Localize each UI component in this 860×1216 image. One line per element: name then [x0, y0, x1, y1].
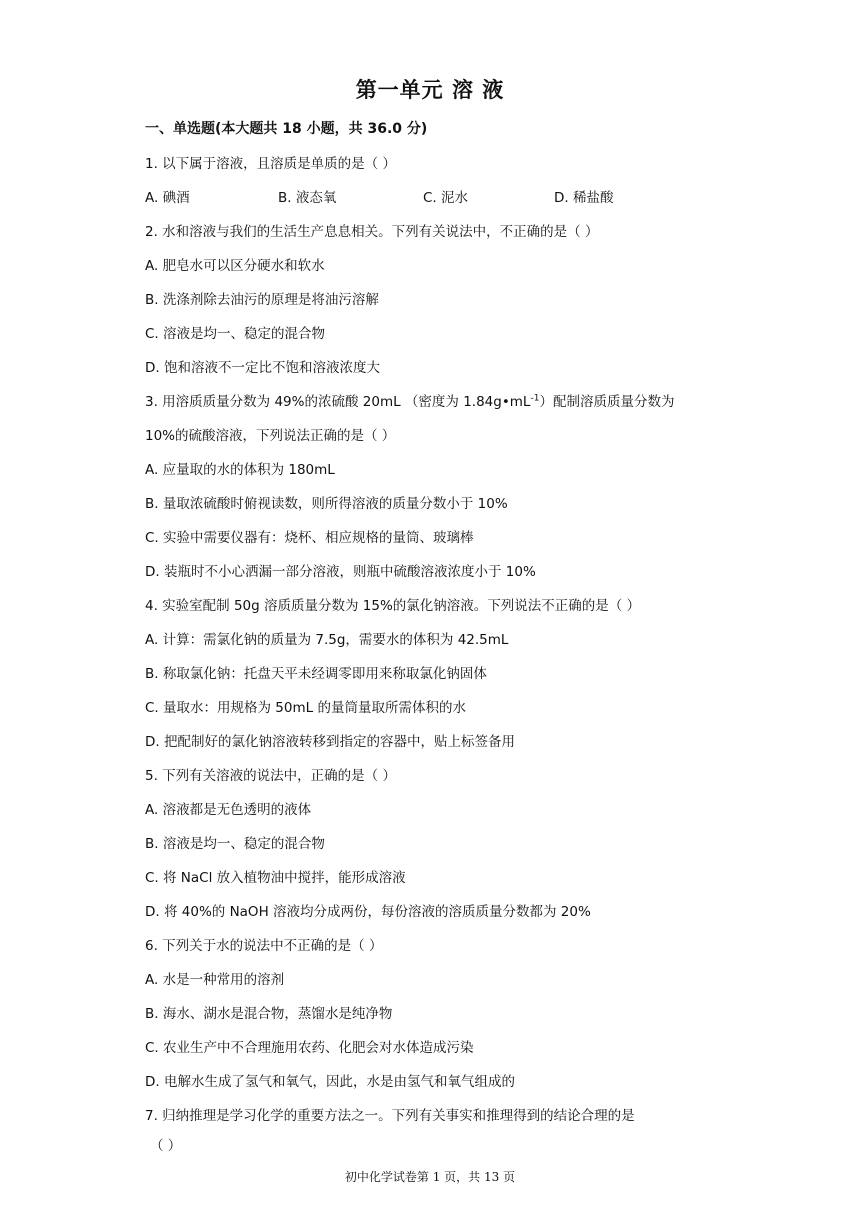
question-3-stem-part-a: 3. 用溶质质量分数为 49%的浓硫酸 20mL （密度为 1.84g•mL [145, 394, 531, 410]
question-1-option-a: A. 碘酒 [145, 190, 190, 206]
question-6-option-a: A. 水是一种常用的溶剂 [145, 972, 285, 988]
question-3-stem [145, 390, 674, 410]
question-6-stem: 6. 下列关于水的说法中不正确的是（ ） [145, 938, 383, 954]
question-5-option-a: A. 溶液都是无色透明的液体 [145, 802, 312, 818]
question-3-option-d: D. 装瓶时不小心洒漏一部分溶液，则瓶中硫酸溶液浓度小于 10% [145, 564, 536, 580]
question-3-option-a: A. 应量取的水的体积为 180mL [145, 462, 335, 478]
question-1-options [145, 186, 725, 206]
question-4-option-a: A. 计算：需氯化钠的质量为 7.5g，需要水的体积为 42.5mL [145, 632, 509, 648]
question-5-stem: 5. 下列有关溶液的说法中，正确的是（ ） [145, 768, 396, 784]
question-1-option-c: C. 泥水 [423, 190, 469, 206]
question-1-option-d: D. 稀盐酸 [554, 190, 614, 206]
question-2-option-d: D. 饱和溶液不一定比不饱和溶液浓度大 [145, 360, 380, 376]
question-2-option-b: B. 洗涤剂除去油污的原理是将油污溶解 [145, 292, 379, 308]
page-title: 第一单元 溶 液 [355, 77, 505, 102]
page-footer: 初中化学试卷第 1 页，共 13 页 [344, 1170, 516, 1184]
question-7-stem-line2: （ ） [150, 1138, 182, 1154]
question-2-stem: 2. 水和溶液与我们的生活生产息息相关。下列有关说法中，不正确的是（ ） [145, 224, 599, 240]
question-1-option-b: B. 液态氧 [278, 190, 337, 206]
question-2-option-c: C. 溶液是均一、稳定的混合物 [145, 326, 326, 342]
question-5-option-b: B. 溶液是均一、稳定的混合物 [145, 836, 325, 852]
question-4-option-b: B. 称取氯化钠：托盘天平未经调零即用来称取氯化钠固体 [145, 666, 487, 682]
question-5-option-c: C. 将 NaCl 放入植物油中搅拌，能形成溶液 [145, 870, 406, 886]
question-6-option-b: B. 海水、湖水是混合物，蒸馏水是纯净物 [145, 1006, 393, 1022]
section-heading: 一、单选题(本大题共 18 小题，共 36.0 分) [145, 121, 428, 137]
question-1-stem: 1. 以下属于溶液，且溶质是单质的是（ ） [145, 156, 396, 172]
question-7-stem: 7. 归纳推理是学习化学的重要方法之一。下列有关事实和推理得到的结论合理的是 [145, 1108, 635, 1124]
question-5-option-d: D. 将 40%的 NaOH 溶液均分成两份，每份溶液的溶质质量分数都为 20% [145, 904, 591, 920]
question-3-stem-superscript: -1 [530, 393, 540, 404]
question-6-option-d: D. 电解水生成了氢气和氧气，因此，水是由氢气和氧气组成的 [145, 1074, 515, 1090]
question-3-stem-part-b: ）配制溶质质量分数为 [539, 394, 675, 410]
question-6-option-c: C. 农业生产中不合理施用农药、化肥会对水体造成污染 [145, 1040, 474, 1056]
question-3-stem-line2: 10%的硫酸溶液，下列说法正确的是（ ） [145, 428, 396, 444]
question-3-option-c: C. 实验中需要仪器有：烧杯、相应规格的量筒、玻璃棒 [145, 530, 474, 546]
question-2-option-a: A. 肥皂水可以区分硬水和软水 [145, 258, 325, 274]
question-4-option-c: C. 量取水：用规格为 50mL 的量筒量取所需体积的水 [145, 700, 466, 716]
question-4-stem: 4. 实验室配制 50g 溶质质量分数为 15%的氯化钠溶液。下列说法不正确的是（ ） [145, 598, 641, 614]
question-4-option-d: D. 把配制好的氯化钠溶液转移到指定的容器中，贴上标签备用 [145, 734, 515, 750]
question-3-option-b: B. 量取浓硫酸时俯视读数，则所得溶液的质量分数小于 10% [145, 496, 508, 512]
